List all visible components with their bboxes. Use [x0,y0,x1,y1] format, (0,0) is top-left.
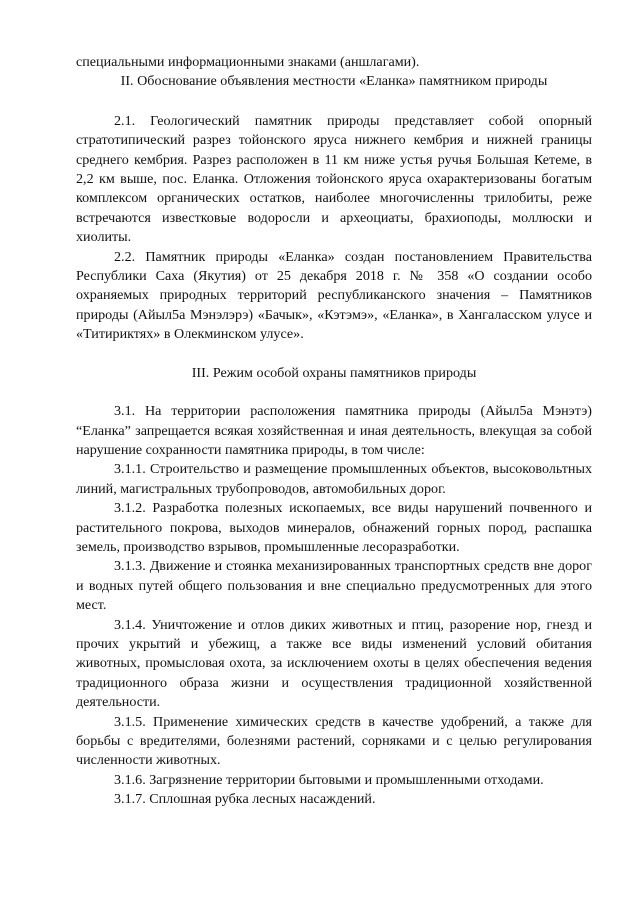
top-line: специальными информационными знаками (аншлагами). [76,54,420,70]
paragraph-3-1-1: 3.1.1. Строительство и размещение промышленных объектов, высоковольтных линий, магистральных трубопроводов, автомобильных дорог. [76,461,592,497]
spacer [76,345,592,364]
paragraph-2-2: 2.2. Памятник природы «Еланка» создан постановлением Правительства Республики Саха (Якутия) от 25 декабря 2018 г. № 358 «О создании особо охраняемых природных территорий республиканского значения – Памятников природы (Айыл5а Мэнэлэрэ) «Бачык», «Кэтэмэ», «Еланка», в Хангаласском улусе и «Титириктях» в Олекминском улусе». [76,248,592,343]
section-2-heading: II. Обоснование объявления местности «Еланка» памятником природы [120,73,548,90]
paragraph-3-1-6: 3.1.6. Загрязнение территории бытовыми и промышленными отходами. [114,771,544,788]
paragraph-3-1-3: 3.1.3. Движение и стоянка механизированных транспортных средств вне дорог и водных путей общего пользования и вне специально предусмотренных для этого мест. [76,558,592,614]
paragraph-3-1-5: 3.1.5. Применение химических средств в качестве удобрений, а также для борьбы с вредителями, болезнями растений, сорняками и с целью регулирования численности животных. [76,713,592,769]
paragraph-3-1-4: 3.1.4. Уничтожение и отлов диких животных и птиц, разорение нор, гнезд и прочих укрытий и убежищ, а также все виды изменений условий обитания животных, промысловая охота, за исключением охоты в целях обеспечения ведения традиционного образа жизни и осуществления традиционной хозяйственной деятельности. [76,616,592,711]
paragraph-2-1: 2.1. Геологический памятник природы представляет собой опорный стратотипический разрез тойонского яруса нижнего кембрия и нижней границы среднего кембрия. Разрез расположен в 11 км ниже устья ручья Большая Кетеме, в 2,2 км выше, пос. Еланка. Отложения тойонского яруса охарактеризованы богатым комплексом органических остатков, наиболее многочисленны трилобиты, реже встречаются известковые водоросли и археоциаты, брахиоподы, моллюски и хиолиты. [76,112,592,246]
section-3-heading: III. Режим особой охраны памятников природы [191,364,477,381]
document-page [76,53,592,810]
paragraph-3-1: 3.1. На территории расположения памятника природы (Айыл5а Мэнэтэ) “Еланка” запрещается всякая хозяйственная и иная деятельность, влекущая за собой нарушение сохранности памятника природы, в том числе: [76,403,592,458]
spacer [76,92,592,112]
paragraph-3-1-2: 3.1.2. Разработка полезных ископаемых, все виды нарушений почвенного и растительного покрова, выходов минералов, обнажений горных пород, распашка земель, производство взрывов, промышленные лесоразработки. [76,500,592,555]
paragraph-3-1-7: 3.1.7. Сплошная рубка лесных насаждений. [114,791,376,808]
spacer [76,383,592,402]
